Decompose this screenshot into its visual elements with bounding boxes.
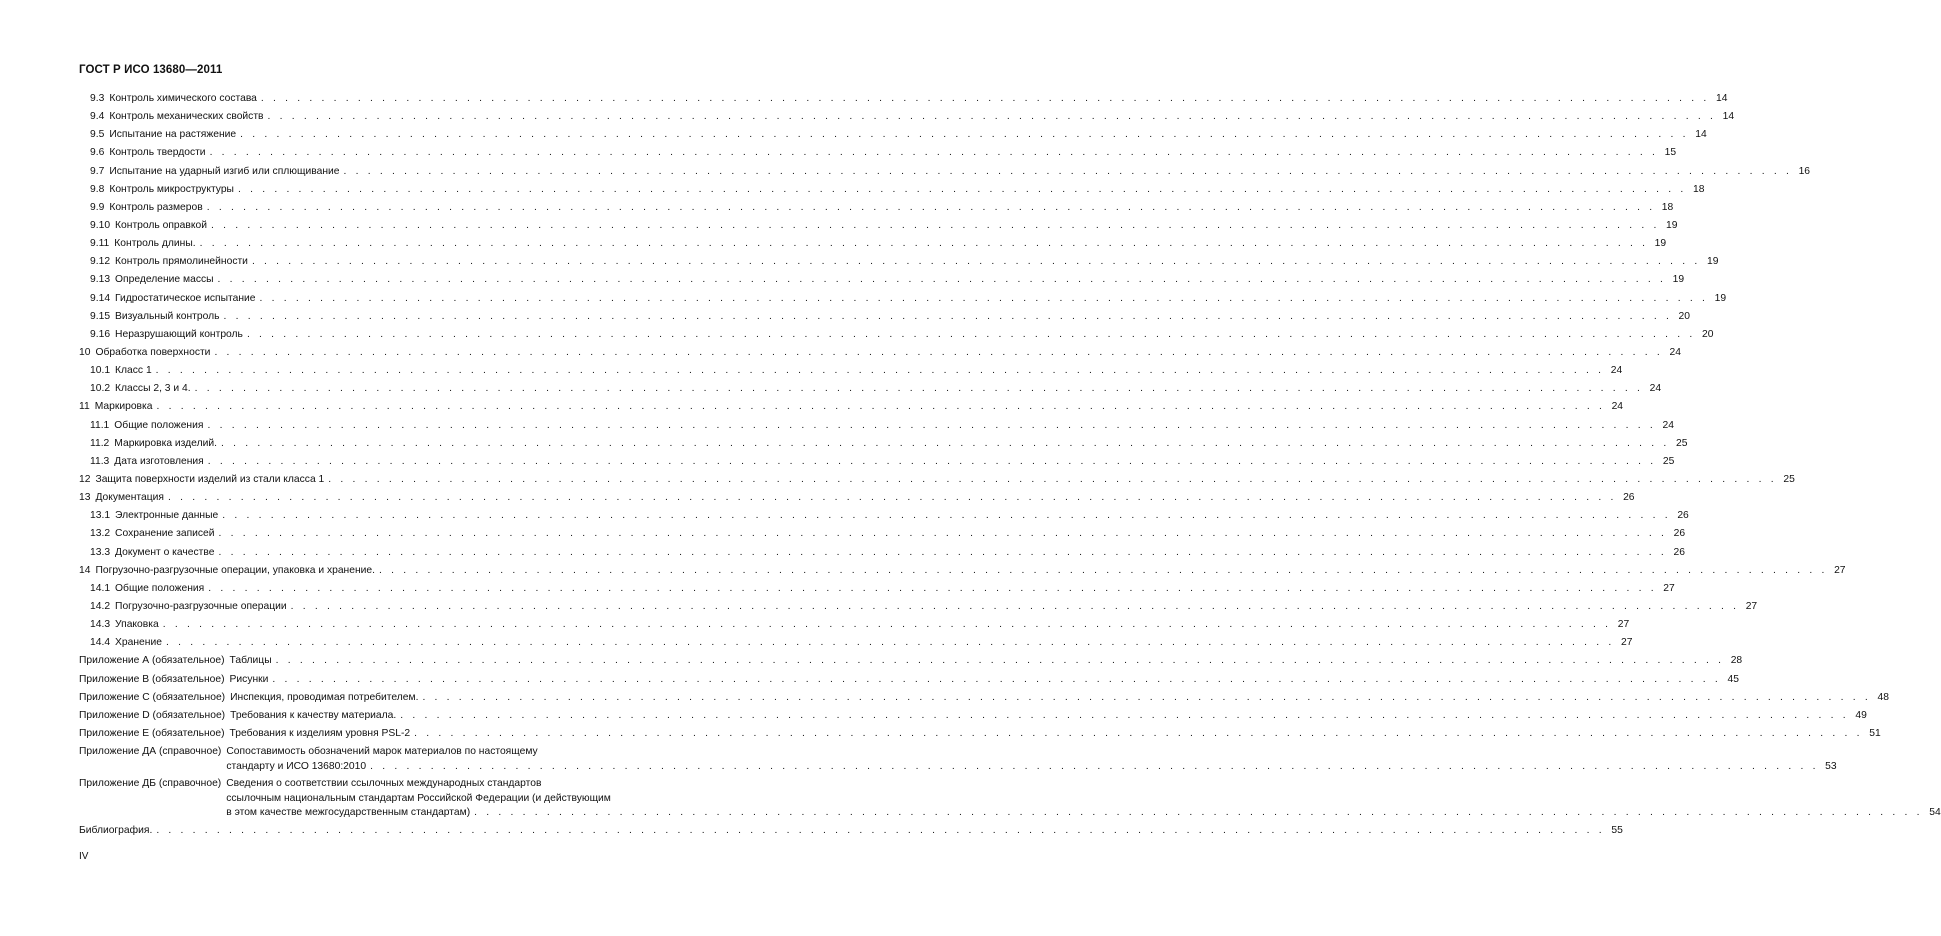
toc-entry-title: в этом качестве межгосударственным стандартам)	[226, 807, 471, 819]
toc-entry-page: 49	[1855, 709, 1867, 721]
toc-entry-page: 20	[1678, 310, 1691, 322]
toc-entry-number: 13.3	[90, 546, 111, 558]
toc-entry	[79, 509, 1689, 522]
toc-entry	[79, 618, 1630, 631]
toc-entry-number: 14.4	[90, 637, 111, 649]
dot-leader: . . . . . . . . . . . . . . . . . . . . . . . . . . . . . . . . . . . . . . . . . . . . . . . . . . . . . . . . . . . . . . . . . . . . . . . . . . . . . . . . . . . . . . . . . . . . . . . . . . . . . . . . . . . . . . . . . . . . . . . .	[272, 673, 1721, 685]
toc-entry	[79, 527, 1686, 540]
dot-leader: . . . . . . . . . . . . . . . . . . . . . . . . . . . . . . . . . . . . . . . . . . . . . . . . . . . . . . . . . . . . . . . . . . . . . . . . . . . . . . . . . . . . . . . . . . . . . . . . . . . . . . . . . . . . . . . . . . . . . . . .	[328, 473, 1777, 485]
dot-leader: . . . . . . . . . . . . . . . . . . . . . . . . . . . . . . . . . . . . . . . . . . . . . . . . . . . . . . . . . . . . . . . . . . . . . . . . . . . . . . . . . . . . . . . . . . . . . . . . . . . . . . . . . . . . . . . . . . . . . . . .	[222, 510, 1671, 522]
toc-entry-number: 9.11	[90, 238, 110, 250]
toc-entry-page: 19	[1707, 256, 1719, 268]
toc-entry-page: 28	[1730, 655, 1743, 667]
toc-entry	[79, 128, 1707, 141]
dot-leader: . . . . . . . . . . . . . . . . . . . . . . . . . . . . . . . . . . . . . . . . . . . . . . . . . . . . . . . . . . . . . . . . . . . . . . . . . . . . . . . . . . . . . . . . . . . . . . . . . . . . . . . . . . . . . . . . . . . . . . . .	[162, 619, 1612, 631]
toc-entry	[79, 110, 1735, 123]
toc-entry-title: Библиография.	[79, 824, 153, 836]
toc-entry	[79, 582, 1675, 595]
toc-entry	[79, 92, 1728, 105]
toc-entry-number: 10.2	[90, 383, 111, 395]
toc-entry-number: 9.7	[90, 165, 105, 177]
toc-entry-number: 9.3	[90, 93, 105, 104]
toc-entry-page: 27	[1617, 619, 1630, 631]
dot-leader: . . . . . . . . . . . . . . . . . . . . . . . . . . . . . . . . . . . . . . . . . . . . . . . . . . . . . . . . . . . . . . . . . . . . . . . . . . . . . . . . . . . . . . . . . . . . . . . . . . . . . . . . . . . . . . . . . . . . . . . .	[156, 401, 1606, 413]
toc-entry-line	[226, 806, 1940, 821]
dot-leader: . . . . . . . . . . . . . . . . . . . . . . . . . . . . . . . . . . . . . . . . . . . . . . . . . . . . . . . . . . . . . . . . . . . . . . . . . . . . . . . . . . . . . . . . . . . . . . . . . . . . . . . . . . . . . . . . . . . . . . . .	[209, 147, 1659, 159]
toc-entry-title: Сопоставимость обозначений марок материалов по настоящему	[226, 746, 538, 758]
toc-entry-page: 14	[1722, 111, 1735, 123]
dot-leader: . . . . . . . . . . . . . . . . . . . . . . . . . . . . . . . . . . . . . . . . . . . . . . . . . . . . . . . . . . . . . . . . . . . . . . . . . . . . . . . . . . . . . . . . . . . . . . . . . . . . . . . . . . . . . . . . . . . . . . . .	[422, 691, 1871, 703]
toc-entry-number: Приложение С (обязательное)	[79, 691, 226, 703]
toc-entry-number: 13	[79, 492, 91, 504]
toc-entry-number: Приложение ДА (справочное)	[79, 746, 222, 758]
toc-entry-number: Приложение А (обязательное)	[79, 655, 225, 667]
dot-leader: . . . . . . . . . . . . . . . . . . . . . . . . . . . . . . . . . . . . . . . . . . . . . . . . . . . . . . . . . . . . . . . . . . . . . . . . . . . . . . . . . . . . . . . . . . . . . . . . . . . . . . . . . . . . . . . . . . . . . . . .	[400, 709, 1849, 721]
toc-entry-title: Погрузочно-разгрузочные операции	[115, 600, 287, 612]
dot-leader: . . . . . . . . . . . . . . . . . . . . . . . . . . . . . . . . . . . . . . . . . . . . . . . . . . . . . . . . . . . . . . . . . . . . . . . . . . . . . . . . . . . . . . . . . . . . . . . . . . . . . . . . . . . . . . . . . . . . . . . .	[290, 600, 1740, 612]
toc-entry-number: 9.14	[90, 292, 111, 304]
toc-entry-title: Хранение	[115, 637, 162, 649]
dot-leader: . . . . . . . . . . . . . . . . . . . . . . . . . . . . . . . . . . . . . . . . . . . . . . . . . . . . . . . . . . . . . . . . . . . . . . . . . . . . . . . . . . . . . . . . . . . . . . . . . . . . . . . . . . . . . . . . . . . . . . . .	[240, 129, 1689, 141]
toc-entry-title: Обработка поверхности	[95, 346, 211, 358]
toc-entry-title: Визуальный контроль	[115, 310, 220, 322]
toc-entry	[79, 400, 1624, 413]
toc-entry-number: Приложение В (обязательное)	[79, 673, 225, 685]
dot-leader: . . . . . . . . . . . . . . . . . . . . . . . . . . . . . . . . . . . . . . . . . . . . . . . . . . . . . . . . . . . . . . . . . . . . . . . . . . . . . . . . . . . . . . . . . . . . . . . . . . . . . . . . . . . . . . . . . . . . . . . .	[275, 655, 1725, 667]
table-of-contents	[79, 92, 1941, 842]
toc-entry-page: 27	[1834, 564, 1846, 576]
toc-entry	[79, 419, 1674, 432]
toc-entry-page: 48	[1877, 691, 1889, 703]
toc-entry	[79, 292, 1727, 305]
dot-leader: . . . . . . . . . . . . . . . . . . . . . . . . . . . . . . . . . . . . . . . . . . . . . . . . . . . . . . . . . . . . . . . . . . . . . . . . . . . . . . . . . . . . . . . . . . . . . . . . . . . . . . . . . . . . . . . . . . . . . . . .	[194, 383, 1644, 395]
dot-leader: . . . . . . . . . . . . . . . . . . . . . . . . . . . . . . . . . . . . . . . . . . . . . . . . . . . . . . . . . . . . . . . . . . . . . . . . . . . . . . . . . . . . . . . . . . . . . . . . . . . . . . . . . . . . . . . . . . . . . . . .	[260, 93, 1710, 104]
toc-entry-number: 11.3	[90, 455, 110, 467]
dot-leader: . . . . . . . . . . . . . . . . . . . . . . . . . . . . . . . . . . . . . . . . . . . . . . . . . . . . . . . . . . . . . . . . . . . . . . . . . . . . . . . . . . . . . . . . . . . . . . . . . . . . . . . . . . . . . . . . . . . . . . . .	[218, 546, 1667, 558]
toc-entry-page: 18	[1693, 183, 1705, 195]
toc-entry-line	[226, 760, 1836, 775]
toc-entry	[79, 183, 1705, 196]
toc-entry-number: 14.3	[90, 619, 111, 631]
toc-entry-title: Документ о качестве	[115, 546, 215, 558]
toc-entry-body	[226, 777, 1940, 821]
toc-entry-number: 10	[79, 346, 91, 358]
document-header: ГОСТ Р ИСО 13680—2011	[79, 64, 223, 76]
toc-entry	[79, 673, 1739, 686]
toc-entry	[79, 382, 1662, 395]
toc-entry-number: 9.16	[90, 328, 111, 340]
toc-entry	[79, 709, 1867, 722]
toc-entry-title: Классы 2, 3 и 4.	[115, 383, 191, 395]
toc-entry-page: 26	[1673, 546, 1685, 558]
toc-entry	[79, 165, 1811, 178]
toc-entry-number: 9.15	[90, 310, 111, 322]
dot-leader: . . . . . . . . . . . . . . . . . . . . . . . . . . . . . . . . . . . . . . . . . . . . . . . . . . . . . . . . . . . . . . . . . . . . . . . . . . . . . . . . . . . . . . . . . . . . . . . . . . . . . . . . . . . . . . . . . . . . . . . .	[156, 824, 1605, 836]
toc-entry-page: 24	[1611, 401, 1624, 413]
toc-entry	[79, 328, 1714, 341]
toc-entry-page: 24	[1610, 365, 1623, 377]
toc-entry-page: 54	[1929, 807, 1941, 819]
toc-entry	[79, 636, 1633, 649]
toc-entry-number: 13.2	[90, 528, 111, 540]
toc-entry-number: 14.1	[90, 582, 111, 594]
toc-entry-title: Общие положения	[115, 582, 205, 594]
toc-entry-number: Приложение Е (обязательное)	[79, 727, 225, 739]
toc-entry	[79, 600, 1758, 613]
toc-entry	[79, 473, 1795, 486]
toc-entry-title: Сохранение записей	[115, 528, 215, 540]
toc-entry-title: Неразрушающий контроль	[115, 328, 243, 340]
toc-entry-number: 9.9	[90, 201, 105, 213]
toc-entry-page: 14	[1715, 93, 1728, 104]
dot-leader: . . . . . . . . . . . . . . . . . . . . . . . . . . . . . . . . . . . . . . . . . . . . . . . . . . . . . . . . . . . . . . . . . . . . . . . . . . . . . . . . . . . . . . . . . . . . . . . . . . . . . . . . . . . . . . . . . . . . . . . .	[267, 111, 1717, 123]
toc-entry-body	[226, 745, 1836, 774]
toc-entry-title: Упаковка	[115, 619, 159, 631]
dot-leader: . . . . . . . . . . . . . . . . . . . . . . . . . . . . . . . . . . . . . . . . . . . . . . . . . . . . . . . . . . . . . . . . . . . . . . . . . . . . . . . . . . . . . . . . . . . . . . . . . . . . . . . . . . . . . . . . . . . . . . . .	[379, 564, 1828, 576]
toc-entry-number: 9.13	[90, 274, 111, 286]
dot-leader: . . . . . . . . . . . . . . . . . . . . . . . . . . . . . . . . . . . . . . . . . . . . . . . . . . . . . . . . . . . . . . . . . . . . . . . . . . . . . . . . . . . . . . . . . . . . . . . . . . . . . . . . . . . . . . . . . . . . . . . .	[207, 455, 1657, 467]
toc-entry-page: 55	[1611, 824, 1623, 836]
toc-entry-number: 11.1	[90, 419, 110, 431]
toc-entry-title: Определение массы	[115, 274, 214, 286]
toc-entry-page: 24	[1649, 383, 1662, 395]
toc-entry-page: 53	[1825, 760, 1837, 772]
toc-entry-page: 19	[1654, 238, 1667, 250]
toc-entry-bibliography	[79, 824, 1623, 837]
toc-entry-title: Дата изготовления	[114, 455, 204, 467]
toc-entry-page: 15	[1664, 147, 1677, 159]
toc-entry-page: 27	[1621, 637, 1633, 649]
toc-entry	[79, 273, 1685, 286]
toc-entry-title: стандарту и ИСО 13680:2010	[226, 760, 367, 772]
toc-entry	[79, 364, 1623, 377]
toc-entry-multiline	[79, 777, 1941, 821]
toc-entry-number: 14.2	[90, 600, 111, 612]
toc-entry-page: 26	[1673, 528, 1686, 540]
toc-entry-page: 26	[1623, 492, 1635, 504]
toc-entry-title: Маркировка	[94, 401, 153, 413]
toc-entry-title: Контроль химического состава	[109, 93, 257, 104]
toc-entry	[79, 255, 1719, 268]
toc-entry-number: 12	[79, 473, 91, 485]
toc-entry-title: Защита поверхности изделий из стали класса 1	[95, 473, 325, 485]
toc-entry-title: Контроль твердости	[109, 147, 206, 159]
toc-entry-title: Инспекция, проводимая потребителем.	[230, 691, 419, 703]
toc-entry-number: Приложение D (обязательное)	[79, 709, 226, 721]
toc-entry-title: ссылочным национальным стандартам Российской Федерации (и действующим	[226, 792, 611, 804]
toc-entry-title: Класс 1	[115, 365, 152, 377]
toc-entry-title: Таблицы	[229, 655, 272, 667]
toc-entry-page: 19	[1666, 219, 1678, 231]
toc-entry-multiline	[79, 745, 1837, 774]
dot-leader: . . . . . . . . . . . . . . . . . . . . . . . . . . . . . . . . . . . . . . . . . . . . . . . . . . . . . . . . . . . . . . . . . . . . . . . . . . . . . . . . . . . . . . . . . . . . . . . . . . . . . . . . . . . . . . . . . . . . . . . .	[251, 256, 1701, 268]
dot-leader: . . . . . . . . . . . . . . . . . . . . . . . . . . . . . . . . . . . . . . . . . . . . . . . . . . . . . . . . . . . . . . . . . . . . . . . . . . . . . . . . . . . . . . . . . . . . . . . . . . . . . . . . . . . . . . . . . . . . . . . .	[220, 437, 1670, 449]
toc-entry-line	[226, 745, 1836, 760]
toc-entry-number: 11.2	[90, 437, 110, 449]
dot-leader: . . . . . . . . . . . . . . . . . . . . . . . . . . . . . . . . . . . . . . . . . . . . . . . . . . . . . . . . . . . . . . . . . . . . . . . . . . . . . . . . . . . . . . . . . . . . . . . . . . . . . . . . . . . . . . . . . . . . . . . .	[199, 238, 1649, 250]
toc-entry-page: 20	[1702, 328, 1714, 340]
toc-entry-number: 9.8	[90, 183, 105, 195]
dot-leader: . . . . . . . . . . . . . . . . . . . . . . . . . . . . . . . . . . . . . . . . . . . . . . . . . . . . . . . . . . . . . . . . . . . . . . . . . . . . . . . . . . . . . . . . . . . . . . . . . . . . . . . . . . . . . . . . . . . . . . . .	[343, 165, 1793, 177]
toc-entry-number: 9.4	[90, 111, 105, 123]
toc-entry-number: 14	[79, 564, 91, 576]
dot-leader: . . . . . . . . . . . . . . . . . . . . . . . . . . . . . . . . . . . . . . . . . . . . . . . . . . . . . . . . . . . . . . . . . . . . . . . . . . . . . . . . . . . . . . . . . . . . . . . . . . . . . . . . . . . . . . . . . . . . . . . .	[210, 219, 1660, 231]
toc-entry	[79, 237, 1667, 250]
toc-entry-title: Контроль длины.	[114, 238, 196, 250]
toc-entry-title: Общие положения	[114, 419, 204, 431]
toc-entry-title: Маркировка изделий.	[114, 437, 217, 449]
toc-entry-page: 19	[1714, 292, 1727, 304]
toc-entry-number: 13.1	[90, 510, 111, 522]
toc-entry-number: 11	[79, 401, 90, 413]
toc-entry-number: 10.1	[90, 365, 111, 377]
toc-entry-title: Испытание на растяжение	[109, 129, 237, 141]
dot-leader: . . . . . . . . . . . . . . . . . . . . . . . . . . . . . . . . . . . . . . . . . . . . . . . . . . . . . . . . . . . . . . . . . . . . . . . . . . . . . . . . . . . . . . . . . . . . . . . . . . . . . . . . . . . . . . . . . . . . . . . .	[167, 492, 1617, 504]
toc-entry-page: 51	[1869, 727, 1881, 739]
dot-leader: . . . . . . . . . . . . . . . . . . . . . . . . . . . . . . . . . . . . . . . . . . . . . . . . . . . . . . . . . . . . . . . . . . . . . . . . . . . . . . . . . . . . . . . . . . . . . . . . . . . . . . . . . . . . . . . . . . . . . . . .	[217, 274, 1667, 286]
toc-entry	[79, 491, 1635, 504]
dot-leader: . . . . . . . . . . . . . . . . . . . . . . . . . . . . . . . . . . . . . . . . . . . . . . . . . . . . . . . . . . . . . . . . . . . . . . . . . . . . . . . . . . . . . . . . . . . . . . . . . . . . . . . . . . . . . . . . . . . . . . . .	[207, 419, 1656, 431]
toc-entry	[79, 654, 1743, 667]
toc-entry	[79, 346, 1681, 359]
toc-entry-page: 18	[1661, 201, 1674, 213]
toc-entry-title: Рисунки	[229, 673, 269, 685]
dot-leader: . . . . . . . . . . . . . . . . . . . . . . . . . . . . . . . . . . . . . . . . . . . . . . . . . . . . . . . . . . . . . . . . . . . . . . . . . . . . . . . . . . . . . . . . . . . . . . . . . . . . . . . . . . . . . . . . . . . . . . . .	[414, 727, 1863, 739]
dot-leader: . . . . . . . . . . . . . . . . . . . . . . . . . . . . . . . . . . . . . . . . . . . . . . . . . . . . . . . . . . . . . . . . . . . . . . . . . . . . . . . . . . . . . . . . . . . . . . . . . . . . . . . . . . . . . . . . . . . . . . . .	[214, 346, 1663, 358]
toc-entry-title: Документация	[95, 492, 164, 504]
toc-entry	[79, 437, 1688, 450]
toc-entry	[79, 564, 1846, 577]
dot-leader: . . . . . . . . . . . . . . . . . . . . . . . . . . . . . . . . . . . . . . . . . . . . . . . . . . . . . . . . . . . . . . . . . . . . . . . . . . . . . . . . . . . . . . . . . . . . . . . . . . . . . . . . . . . . . . . . . . . . . . . .	[206, 201, 1656, 213]
dot-leader: . . . . . . . . . . . . . . . . . . . . . . . . . . . . . . . . . . . . . . . . . . . . . . . . . . . . . . . . . . . . . . . . . . . . . . . . . . . . . . . . . . . . . . . . . . . . . . . . . . . . . . . . . . . . . . . . . . . . . . . .	[246, 328, 1696, 340]
toc-entry	[79, 546, 1685, 559]
toc-entry	[79, 455, 1675, 468]
toc-entry	[79, 691, 1889, 704]
toc-entry	[79, 146, 1677, 159]
toc-entry-title: Требования к качеству материала.	[230, 709, 397, 721]
toc-entry-number: Приложение ДБ (справочное)	[79, 778, 222, 790]
toc-entry-page: 16	[1798, 165, 1811, 177]
toc-entry-page: 25	[1783, 473, 1795, 485]
toc-entry-title: Контроль размеров	[109, 201, 203, 213]
dot-leader: . . . . . . . . . . . . . . . . . . . . . . . . . . . . . . . . . . . . . . . . . . . . . . . . . . . . . . . . . . . . . . . . . . . . . . . . . . . . . . . . . . . . . . . . . . . . . . . . . . . . . . . . . . . . . . . . . . . . . . . .	[208, 582, 1657, 594]
toc-entry-page: 25	[1662, 455, 1675, 467]
toc-entry-title: Электронные данные	[115, 510, 219, 522]
page-number: IV	[79, 851, 89, 862]
toc-entry-line	[226, 777, 1940, 792]
toc-entry-page: 14	[1695, 129, 1707, 141]
toc-entry-number: 9.6	[90, 147, 105, 159]
toc-entry	[79, 310, 1691, 323]
dot-leader: . . . . . . . . . . . . . . . . . . . . . . . . . . . . . . . . . . . . . . . . . . . . . . . . . . . . . . . . . . . . . . . . . . . . . . . . . . . . . . . . . . . . . . . . . . . . . . . . . . . . . . . . . . . . . . . . . . . . . . . .	[474, 807, 1923, 819]
toc-entry	[79, 219, 1678, 232]
dot-leader: . . . . . . . . . . . . . . . . . . . . . . . . . . . . . . . . . . . . . . . . . . . . . . . . . . . . . . . . . . . . . . . . . . . . . . . . . . . . . . . . . . . . . . . . . . . . . . . . . . . . . . . . . . . . . . . . . . . . . . . .	[223, 310, 1673, 322]
toc-entry-title: Контроль прямолинейности	[115, 256, 248, 268]
dot-leader: . . . . . . . . . . . . . . . . . . . . . . . . . . . . . . . . . . . . . . . . . . . . . . . . . . . . . . . . . . . . . . . . . . . . . . . . . . . . . . . . . . . . . . . . . . . . . . . . . . . . . . . . . . . . . . . . . . . . . . . .	[218, 528, 1668, 540]
dot-leader: . . . . . . . . . . . . . . . . . . . . . . . . . . . . . . . . . . . . . . . . . . . . . . . . . . . . . . . . . . . . . . . . . . . . . . . . . . . . . . . . . . . . . . . . . . . . . . . . . . . . . . . . . . . . . . . . . . . . . . . .	[237, 183, 1687, 195]
toc-entry-title: Контроль микроструктуры	[109, 183, 234, 195]
toc-entry-title: Сведения о соответствии ссылочных международных стандартов	[226, 778, 542, 790]
toc-entry-title: Контроль механических свойств	[109, 111, 264, 123]
toc-entry-title: Контроль оправкой	[115, 219, 207, 231]
toc-entry-page: 19	[1672, 274, 1685, 286]
toc-entry-title: Гидростатическое испытание	[115, 292, 256, 304]
toc-entry-title: Требования к изделиям уровня PSL-2	[229, 727, 411, 739]
dot-leader: . . . . . . . . . . . . . . . . . . . . . . . . . . . . . . . . . . . . . . . . . . . . . . . . . . . . . . . . . . . . . . . . . . . . . . . . . . . . . . . . . . . . . . . . . . . . . . . . . . . . . . . . . . . . . . . . . . . . . . . .	[370, 760, 1819, 772]
toc-entry-title: Испытание на ударный изгиб или сплющивание	[109, 165, 340, 177]
toc-entry-page: 25	[1676, 437, 1688, 449]
toc-entry-number: 9.12	[90, 256, 111, 268]
toc-entry-page: 45	[1727, 673, 1739, 685]
dot-leader: . . . . . . . . . . . . . . . . . . . . . . . . . . . . . . . . . . . . . . . . . . . . . . . . . . . . . . . . . . . . . . . . . . . . . . . . . . . . . . . . . . . . . . . . . . . . . . . . . . . . . . . . . . . . . . . . . . . . . . . .	[155, 365, 1605, 377]
toc-entry-number: 9.5	[90, 129, 105, 141]
toc-entry-number: 9.10	[90, 219, 111, 231]
toc-entry	[79, 201, 1674, 214]
toc-entry-page: 27	[1745, 600, 1758, 612]
toc-entry-page: 24	[1662, 419, 1674, 431]
toc-entry-page: 26	[1677, 510, 1689, 522]
toc-entry-page: 27	[1663, 582, 1675, 594]
dot-leader: . . . . . . . . . . . . . . . . . . . . . . . . . . . . . . . . . . . . . . . . . . . . . . . . . . . . . . . . . . . . . . . . . . . . . . . . . . . . . . . . . . . . . . . . . . . . . . . . . . . . . . . . . . . . . . . . . . . . . . . .	[259, 292, 1709, 304]
toc-entry-page: 24	[1669, 346, 1681, 358]
toc-entry-line	[226, 792, 1940, 807]
toc-entry-title: Погрузочно-разгрузочные операции, упаковка и хранение.	[95, 564, 375, 576]
toc-entry	[79, 727, 1881, 740]
dot-leader: . . . . . . . . . . . . . . . . . . . . . . . . . . . . . . . . . . . . . . . . . . . . . . . . . . . . . . . . . . . . . . . . . . . . . . . . . . . . . . . . . . . . . . . . . . . . . . . . . . . . . . . . . . . . . . . . . . . . . . . .	[165, 637, 1615, 649]
